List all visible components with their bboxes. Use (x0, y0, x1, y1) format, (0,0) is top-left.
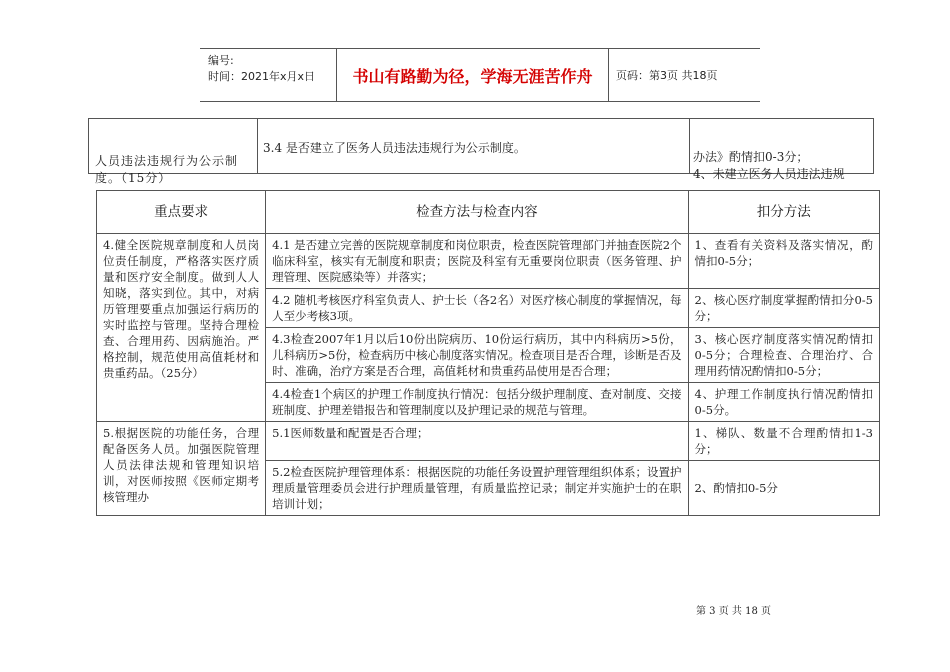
inspection-table (96, 190, 880, 516)
table-header-row (97, 191, 880, 234)
header-method: 检查方法与检查内容 (266, 191, 688, 234)
deduction-cell: 1、梯队、数量不合理酌情扣1-3分； (688, 422, 879, 461)
method-cell: 5.1医师数量和配置是否合理； (266, 422, 688, 461)
document-time-label: 时间：2021年x月x日 (208, 70, 316, 83)
prev-deduction-line: 办法》酌情扣0-3分； (693, 150, 809, 164)
prev-method: 3.4 是否建立了医务人员违法违规行为公示制度。 (263, 141, 526, 155)
deduction-cell: 2、酌情扣0-5分 (688, 461, 879, 516)
header-motto: 书山有路勤为径，学海无涯苦作舟 (352, 67, 593, 86)
method-cell: 4.4检查1个病区的护理工作制度执行情况：包括分级护理制度、查对制度、交接班制度、护理差错报告和管理制度以及护理记录的规范与管理。 (266, 383, 688, 422)
method-cell: 5.2检查医院护理管理体系：根据医院的功能任务设置护理管理组织体系；设置护理质量管理委员会进行护理质量管理，有质量监控记录；制定并实施护士的在职培训计划； (266, 461, 688, 516)
previous-page-row (88, 118, 874, 185)
page-header (200, 48, 760, 102)
header-requirement: 重点要求 (97, 191, 266, 234)
requirement-cell: 5.根据医院的功能任务，合理配备医务人员。加强医院管理人员法律法规和管理知识培训，对医师按照《医师定期考核管理办 (97, 422, 266, 516)
method-cell: 4.2 随机考核医疗科室负责人、护士长（各2名）对医疗核心制度的掌握情况，每人至少考核3项。 (266, 289, 688, 328)
header-meta (208, 53, 315, 85)
header-divider (608, 49, 609, 101)
deduction-cell: 3、核心医疗制度落实情况酌情扣0-5分；合理检查、合理治疗、合理用药情况酌情扣0-5分； (688, 328, 879, 383)
header-deduction: 扣分方法 (688, 191, 879, 234)
method-cell: 4.1 是否建立完善的医院规章制度和岗位职责，检查医院管理部门并抽查医院2个临床科室，核实有无制度和职责；医院及科室有无重要岗位职责（医务管理、护理管理、医院感染等）并落实； (266, 234, 688, 289)
prev-divider (689, 119, 690, 173)
prev-deduction-line: 4、未建立医务人员违法违规 (693, 167, 845, 181)
page-footer: 第 3 页 共 18 页 (696, 606, 771, 617)
deduction-cell: 1、查看有关资料及落实情况，酌情扣0-5分； (688, 234, 879, 289)
method-cell: 4.3检查2007年1月以后10份出院病历、10份运行病历，其中内科病历>5份，儿科病历>5份，检查病历中核心制度落实情况。检查项目是否合理，诊断是否及时、准确，治疗方案是否合理，高值耗材和贵重药品使用是否合理； (266, 328, 688, 383)
table-row (97, 422, 880, 461)
table-row (97, 234, 880, 289)
header-page-label: 页码：第3页 共18页 (616, 69, 718, 82)
deduction-cell: 2、核心医疗制度掌握酌情扣分0-5分； (688, 289, 879, 328)
prev-divider (257, 119, 258, 173)
prev-deduction (693, 149, 845, 183)
prev-requirement: 人员违法违规行为公示制度。（15分） (95, 154, 239, 185)
document-number-label: 编号: (208, 54, 234, 67)
deduction-cell: 4、护理工作制度执行情况酌情扣0-5分。 (688, 383, 879, 422)
requirement-cell: 4.健全医院规章制度和人员岗位责任制度，严格落实医疗质量和医疗安全制度。做到人人知晓，落实到位。其中，对病历管理要重点加强运行病历的实时监控与管理。坚持合理检查、合理用药、因病施治。严格控制，规范使用高值耗材和贵重药品。（25分） (97, 234, 266, 422)
